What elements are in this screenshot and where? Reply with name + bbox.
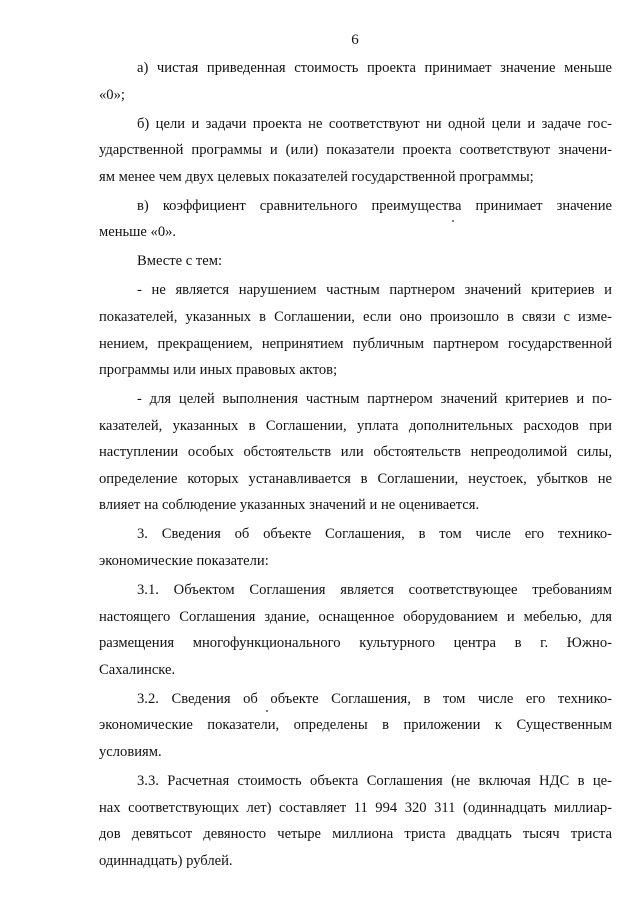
text-line: экономические показатели:	[99, 553, 269, 570]
document-body	[99, 55, 612, 877]
text-line: 3.3. Расчетная стоимость объекта Соглашения (не включая НДС в це-	[137, 772, 612, 789]
text-line: одиннадцать) рублей.	[99, 852, 233, 869]
text-line: казателей, указанных в Соглашении, уплата дополнительных расходов при	[99, 417, 612, 434]
text-line: в) коэффициент сравнительного преимущества принимает значение	[137, 197, 612, 214]
scan-speck	[266, 710, 268, 712]
paragraph-b	[99, 111, 612, 191]
text-line: 3.2. Сведения об объекте Соглашения, в том числе его технико-	[137, 690, 612, 707]
text-line: определение которых устанавливается в Соглашении, неустоек, убытков не	[99, 470, 612, 487]
text-line: показателей, указанных в Соглашении, если оно произошло в связи с изме-	[99, 308, 612, 325]
text-line: 3.1. Объектом Соглашения является соответствующее требованиям	[137, 582, 612, 599]
text-line: условиям.	[99, 743, 162, 760]
text-line: Сахалинске.	[99, 661, 176, 678]
text-line: ударственной программы и (или) показатели проекта соответствуют значени-	[99, 142, 612, 159]
text-line: нением, прекращением, непринятием публичным партнером государственной	[99, 335, 612, 352]
text-line: наступлении особых обстоятельств или обстоятельств непреодолимой силы,	[99, 444, 612, 461]
paragraph-dash-1	[99, 277, 612, 383]
text-line: Вместе с тем:	[137, 253, 223, 270]
text-line: влияет на соблюдение указанных значений и не оценивается.	[99, 497, 480, 514]
text-line: а) чистая приведенная стоимость проекта принимает значение меньше	[137, 60, 612, 76]
paragraph-section-3	[99, 521, 612, 574]
scan-speck	[452, 220, 454, 222]
paragraph-3-2	[99, 686, 612, 766]
paragraph-meanwhile	[99, 248, 612, 275]
text-line: размещения многофункционального культурного центра в г. Южно-	[99, 635, 612, 652]
paragraph-3-1	[99, 577, 612, 683]
paragraph-3-3	[99, 768, 612, 874]
text-line: программы или иных правовых актов;	[99, 362, 338, 379]
text-line: дов девятьсот девяносто четыре миллиона триста двадцать тысяч триста	[99, 826, 612, 843]
text-line: - для целей выполнения частным партнером значений критериев и по-	[137, 391, 612, 408]
text-line: - не является нарушением частным партнером значений критериев и	[137, 282, 612, 299]
page-number: 6	[351, 32, 359, 48]
paragraph-a	[99, 55, 612, 108]
text-line: б) цели и задачи проекта не соответствуют ни одной цели и задаче гос-	[137, 115, 612, 132]
text-line: ям менее чем двух целевых показателей государственной программы;	[99, 168, 534, 185]
text-line: 3. Сведения об объекте Соглашения, в том числе его технико-	[137, 526, 612, 543]
paragraph-c	[99, 193, 612, 246]
text-line: «0»;	[99, 86, 125, 103]
text-line: настоящего Соглашения здание, оснащенное оборудованием и мебелью, для	[99, 608, 612, 625]
text-line: меньше «0».	[99, 224, 177, 241]
text-line: экономические показатели, определены в приложении к Существенным	[99, 717, 612, 734]
paragraph-dash-2	[99, 386, 612, 519]
text-line: нах соответствующих лет) составляет 11 994 320 311 (одиннадцать миллиар-	[99, 799, 612, 816]
